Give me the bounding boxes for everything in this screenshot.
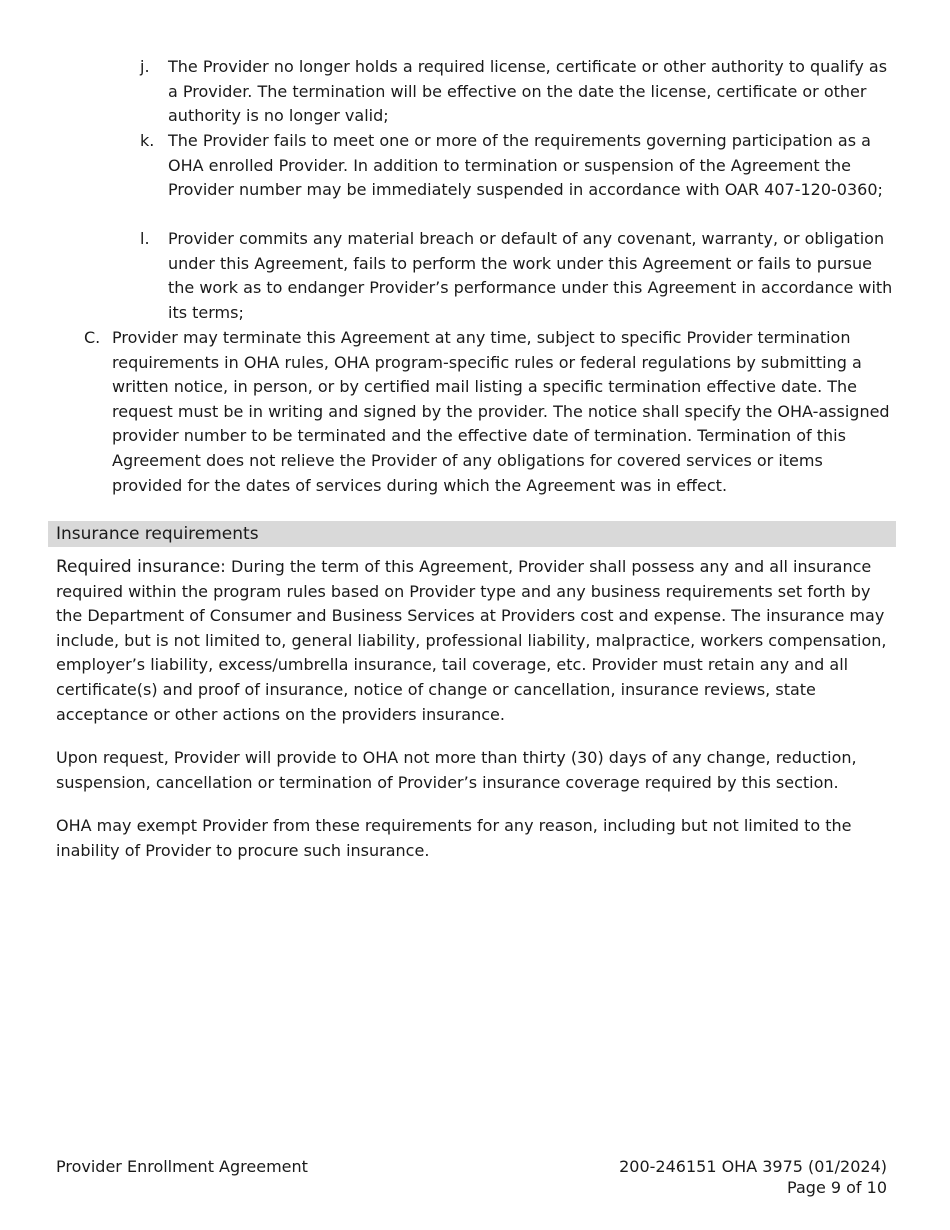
section-header-insurance bbox=[48, 521, 896, 547]
list-marker: j. bbox=[140, 57, 150, 76]
footer-form-number: 200-246151 OHA 3975 (01/2024) bbox=[619, 1157, 887, 1176]
list-text: The Provider no longer holds a required license, certificate or other authority to qualify as a Provider. The termination will be effective on the date the license, certificate or other authority is no longer valid; bbox=[168, 57, 888, 126]
paragraph-text: During the term of this Agreement, Provider shall possess any and all insurance required within the program rules based on Provider type and any business requirements set forth by the Department of Consumer and Business Services at Providers cost and expense. The insurance may include, but is not limited to, general liability, professional liability, malpractice, workers compensation, employer’s liability, excess/umbrella insurance, tail coverage, etc. Provider must retain any and all certificate(s) and proof of insurance, notice of change or cancellation, insurance reviews, state acceptance or other actions on the providers insurance. bbox=[56, 557, 887, 724]
list-marker: k. bbox=[140, 131, 155, 150]
paragraph-lead: Required insurance: bbox=[56, 557, 226, 577]
list-marker: C. bbox=[84, 328, 101, 347]
section-title: Insurance requirements bbox=[56, 524, 259, 544]
insurance-paragraph-1 bbox=[56, 555, 891, 727]
footer-page-number: Page 9 of 10 bbox=[787, 1178, 887, 1197]
list-text: Provider commits any material breach or default of any covenant, warranty, or obligation under this Agreement, fails to perform the work under this Agreement or fails to pursue the work as to endanger Provider’s performance under this Agreement in accordance with its terms; bbox=[168, 229, 893, 322]
insurance-paragraph-2: Upon request, Provider will provide to OHA not more than thirty (30) days of any change, reduction, suspension, cancellation or termination of Provider’s insurance coverage required by this section. bbox=[56, 748, 857, 792]
insurance-paragraph-3: OHA may exempt Provider from these requirements for any reason, including but not limited to the inability of Provider to procure such insurance. bbox=[56, 816, 852, 860]
list-text: The Provider fails to meet one or more of the requirements governing participation as a OHA enrolled Provider. In addition to termination or suspension of the Agreement the Provider number may be immediately suspended in accordance with OAR 407-120-0360; bbox=[168, 131, 883, 200]
list-text: Provider may terminate this Agreement at any time, subject to specific Provider termination requirements in OHA rules, OHA program-specific rules or federal regulations by submitting a written notice, in person, or by certified mail listing a specific termination effective date. The request must be in writing and signed by the provider. The notice shall specify the OHA-assigned provider number to be terminated and the effective date of termination. Termination of this Agreement does not relieve the Provider of any obligations for covered services or items provided for the dates of services during which the Agreement was in effect. bbox=[112, 328, 890, 495]
list-marker: l. bbox=[140, 229, 150, 248]
footer-meta bbox=[619, 1156, 887, 1198]
footer-title: Provider Enrollment Agreement bbox=[56, 1157, 308, 1176]
